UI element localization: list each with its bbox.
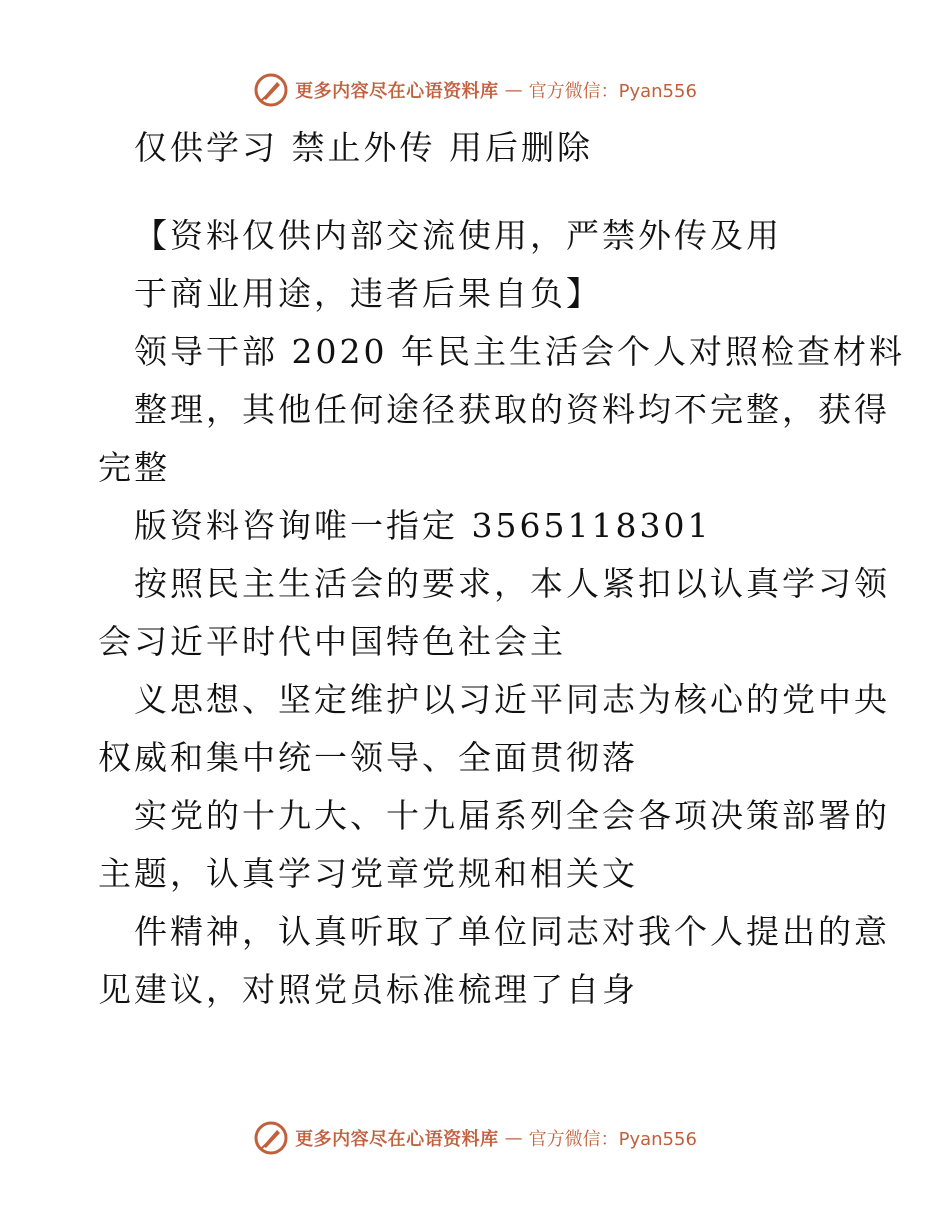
watermark-wechat-text: 官方微信：Pyan556: [528, 1129, 697, 1150]
header-watermark: [0, 70, 950, 110]
body-line: 领导干部 2020 年民主生活会个人对照检查材料: [134, 332, 905, 371]
watermark-separator: —: [504, 1127, 523, 1149]
body-line: 【资料仅供内部交流使用，严禁外传及用: [134, 216, 782, 255]
body-line: 版资料咨询唯一指定 3565118301: [134, 506, 712, 545]
body-line: 于商业用途，违者后果自负】: [134, 274, 602, 313]
body-line: 义思想、坚定维护以习近平同志为核心的党中央: [134, 680, 890, 719]
body-line: 件精神，认真听取了单位同志对我个人提出的意: [134, 912, 890, 951]
quill-logo-icon: [253, 1120, 289, 1156]
body-line: 见建议，对照党员标准梳理了自身: [98, 970, 638, 1009]
watermark-site-text: 更多内容尽在心语资料库: [295, 1129, 499, 1150]
watermark-wechat-text: 官方微信：Pyan556: [528, 81, 697, 102]
body-line: 按照民主生活会的要求，本人紧扣以认真学习领: [134, 564, 890, 603]
body-line: 权威和集中统一领导、全面贯彻落: [98, 738, 638, 777]
body-line: 完整: [98, 448, 170, 487]
body-line: 整理，其他任何途径获取的资料均不完整，获得: [134, 390, 890, 429]
watermark-site-text: 更多内容尽在心语资料库: [295, 81, 499, 102]
footer-watermark: [0, 1118, 950, 1158]
quill-logo-icon: [253, 72, 289, 108]
watermark-separator: —: [504, 79, 523, 101]
body-line: 主题，认真学习党章党规和相关文: [98, 854, 638, 893]
body-line: 会习近平时代中国特色社会主: [98, 622, 566, 661]
body-line: 实党的十九大、十九届系列全会各项决策部署的: [134, 796, 890, 835]
body-line: 仅供学习 禁止外传 用后删除: [134, 128, 593, 167]
